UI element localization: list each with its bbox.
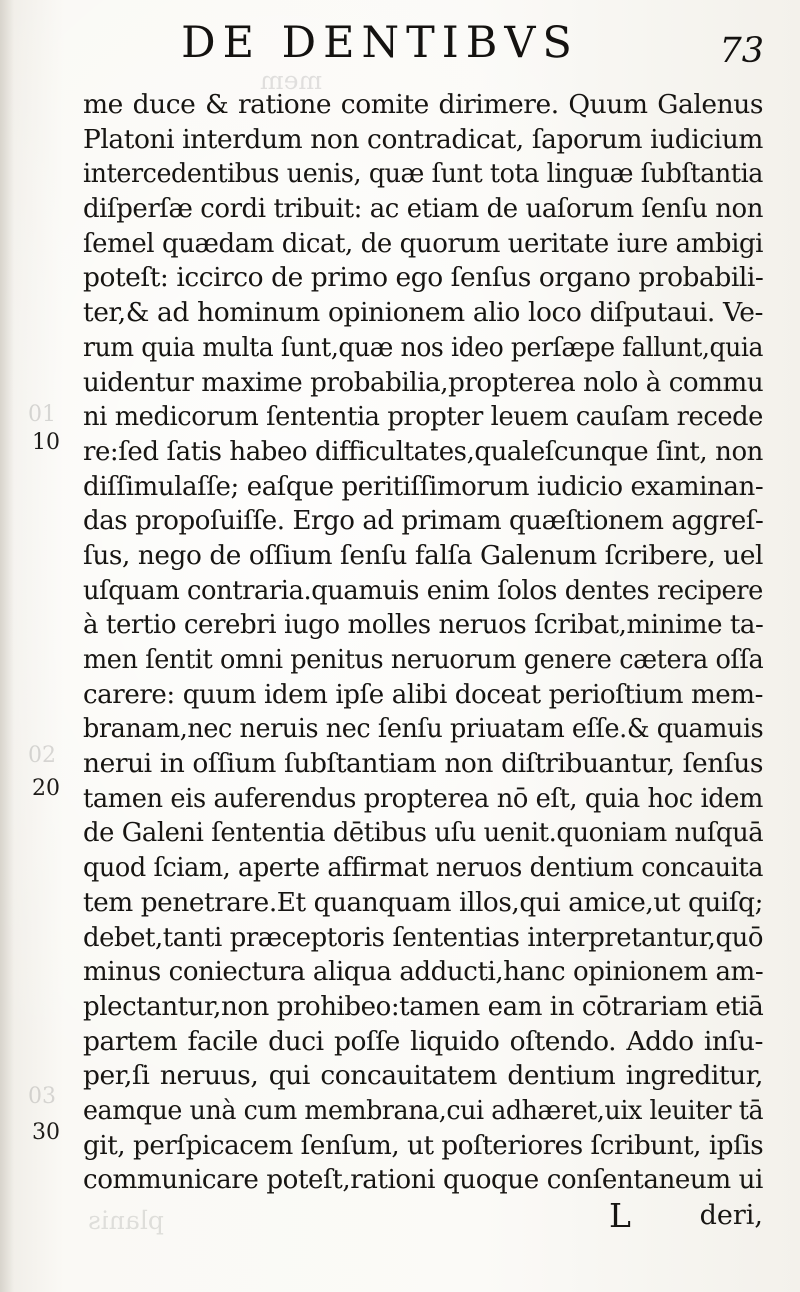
margin-line-number: 10 xyxy=(32,430,60,455)
faint-margin-mark: 01 xyxy=(28,402,56,427)
page-gutter-shadow xyxy=(0,0,14,1292)
text-line: branam,nec neruis nec ſenſu priuatam eſſe.& quamuis xyxy=(83,713,764,745)
signature-mark: L xyxy=(609,1196,631,1235)
faint-margin-mark: 02 xyxy=(28,743,56,768)
faint-margin-mark: 03 xyxy=(28,1084,56,1109)
text-line: uſquam contraria.quamuis enim ſolos dentes recipere xyxy=(83,574,763,606)
text-line: ni medicorum ſententia propter leuem cauſam recede xyxy=(83,401,763,433)
text-line: git, perſpicacem ſenſum, ut poſteriores ſcribunt, ipſis xyxy=(83,1129,764,1161)
page-footer xyxy=(83,1196,763,1236)
text-line: das propoſuiſſe. Ergo ad primam quæſtionem aggreſ- xyxy=(83,505,764,537)
text-line: ſemel quædam dicat, de quorum ueritate iure ambigi xyxy=(83,227,764,259)
text-line: per,ſi neruus, qui concauitatem dentium ingreditur, xyxy=(83,1060,763,1092)
text-line: communicare poteſt,rationi quoque conſentaneum ui xyxy=(83,1164,763,1196)
show-through-text: mem xyxy=(260,66,323,95)
text-line: uidentur maxime probabilia,propterea nolo à commu xyxy=(83,366,764,398)
text-line: rum quia multa ſunt,quæ nos ideo perſæpe fallunt,quia xyxy=(83,331,764,363)
text-line: diſperſæ cordi tribuit: ac etiam de uaſorum ſenſu non xyxy=(83,193,763,225)
text-line: men ſentit omni penitus neruorum genere cætera oſſa xyxy=(83,644,764,675)
text-line: tem penetrare.Et quanquam illos,qui amice,ut quiſq; xyxy=(83,886,764,918)
text-line: diſſimulaſſe; eaſque peritiſſimorum iudicio examinan- xyxy=(83,470,764,502)
text-line: eamque unà cum membrana,cui adhæret,uix leuiter tā xyxy=(83,1094,764,1126)
margin-line-number: 20 xyxy=(32,776,60,801)
text-line: ter,& ad hominum opinionem alio loco diſputaui. Ve- xyxy=(83,297,763,329)
running-head: DE DENTIBVS xyxy=(181,18,579,68)
margin-line-number: 30 xyxy=(32,1120,60,1145)
text-line: intercedentibus uenis, quæ ſunt tota linguæ ſubſtantia xyxy=(83,158,763,190)
text-line: nerui in oſſium ſubſtantiam non diſtribuantur, ſenſus xyxy=(83,748,763,780)
text-line: à tertio cerebri iugo molles neruos ſcribat,minime ta- xyxy=(83,609,764,641)
text-line: re:ſed ſatis habeo difficultates,qualeſcunque ſint, non xyxy=(83,435,763,467)
text-line: debet,tanti præceptoris ſententias interpretantur,quō xyxy=(83,921,763,953)
text-line: Platoni interdum non contradicat, ſaporum iudicium xyxy=(83,123,763,155)
text-line: poteſt: iccirco de primo ego ſenſus organo probabili- xyxy=(83,262,764,294)
catchword: deri, xyxy=(699,1200,763,1231)
text-line: me duce & ratione comite dirimere. Quum Galenus xyxy=(83,89,763,120)
text-line: minus coniectura aliqua adducti,hanc opinionem am- xyxy=(83,956,764,988)
text-line: de Galeni ſententia dētibus uſu uenit.quoniam nuſquā xyxy=(83,817,764,849)
text-line: plectantur,non prohibeo:tamen eam in cōtrariam etiā xyxy=(83,990,764,1022)
page-number: 73 xyxy=(719,31,764,71)
text-line: partem facile duci poſſe liquido oſtendo. Addo inſu- xyxy=(83,1025,763,1057)
text-line: carere: quum idem ipſe alibi doceat perioſtium mem- xyxy=(83,678,763,710)
text-line: tamen eis auferendus propterea nō eſt, quia hoc idem xyxy=(83,782,763,814)
text-line: quod ſciam, aperte affirmat neruos dentium concauita xyxy=(83,852,764,884)
body-text xyxy=(83,88,763,1198)
text-line: ſus, nego de oſſium ſenſu falſa Galenum ſcribere, uel xyxy=(83,539,763,571)
show-through-text: planis xyxy=(88,1206,164,1235)
